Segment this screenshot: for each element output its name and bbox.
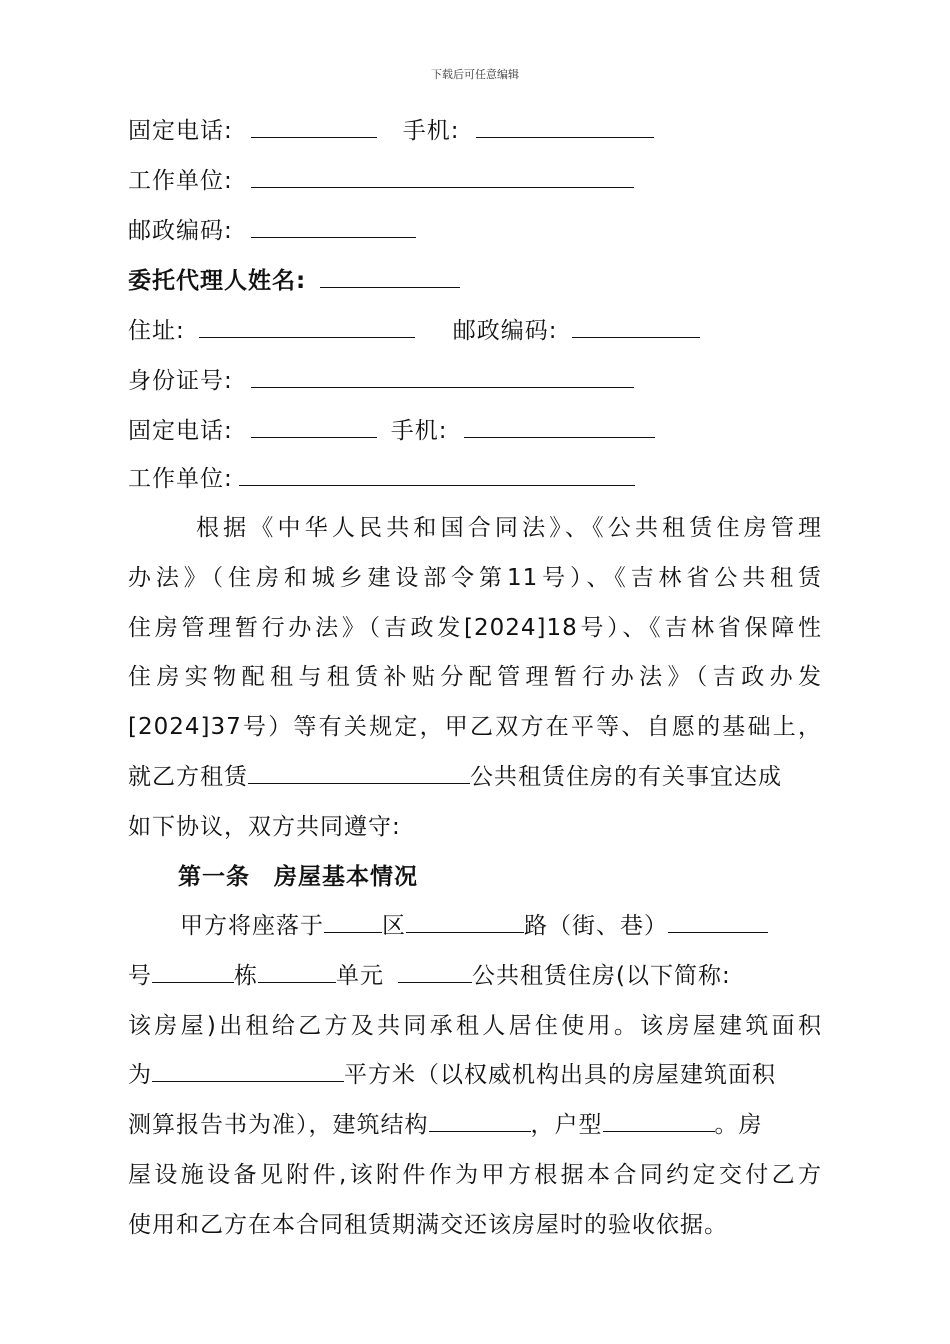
preamble-line: 住房管理暂行办法》（吉政发[2024]18号）、《吉林省保障性 — [128, 614, 822, 641]
work-unit-field[interactable] — [251, 165, 634, 188]
page-header: 下载后可任意编辑 — [431, 68, 519, 81]
road-field[interactable] — [406, 910, 524, 933]
postcode-row — [128, 215, 416, 246]
agent-mobile-label: 手机: — [390, 418, 448, 444]
unit-field[interactable] — [398, 960, 472, 983]
agent-name-field[interactable] — [320, 265, 460, 288]
article1-text: 路（街、巷） — [524, 913, 668, 939]
preamble-line — [128, 753, 822, 803]
article1-text: 栋 — [234, 962, 258, 989]
agent-work-unit-row — [128, 463, 635, 494]
article1-line — [128, 1051, 822, 1101]
article1-text: 测算报告书为准），建筑结构 — [128, 1112, 429, 1139]
article1-text: 平方米（以权威机构出具的房屋建筑面积 — [344, 1062, 776, 1089]
article1-text: 区 — [382, 913, 406, 939]
article1-paragraph — [128, 902, 822, 1251]
mobile-field[interactable] — [476, 115, 654, 138]
postcode-label: 邮政编码: — [128, 218, 233, 244]
number-field[interactable] — [152, 960, 234, 983]
article1-title: 第一条 房屋基本情况 — [178, 864, 418, 890]
agent-name-row — [128, 265, 460, 296]
building-field[interactable] — [258, 960, 336, 983]
landline-label: 固定电话: — [128, 118, 233, 144]
agent-address-label: 住址: — [128, 318, 185, 344]
structure-field[interactable] — [429, 1109, 531, 1132]
preamble-line: 根据《中华人民共和国合同法》、《公共租赁住房管理 — [196, 515, 822, 541]
preamble-paragraph — [128, 504, 822, 853]
preamble-text: 公共租赁住房的有关事宜达成 — [470, 763, 782, 790]
agent-address-row — [128, 315, 700, 346]
preamble-line: [2024]37号）等有关规定，甲乙双方在平等、自愿的基础上， — [128, 714, 822, 741]
agent-id-label: 身份证号: — [128, 368, 233, 394]
agent-landline-label: 固定电话: — [128, 418, 233, 444]
agent-id-row — [128, 365, 634, 396]
mobile-label: 手机: — [402, 118, 460, 144]
article1-text: 号 — [128, 962, 152, 989]
agent-postcode-field[interactable] — [572, 315, 700, 338]
article1-line — [128, 902, 822, 952]
agent-work-unit-label: 工作单位: — [128, 466, 233, 492]
landline-field[interactable] — [251, 115, 377, 138]
preamble-line: 住房实物配租与租赁补贴分配管理暂行办法》（吉政办发 — [128, 664, 822, 691]
rental-property-field[interactable] — [248, 761, 470, 784]
district-field[interactable] — [324, 910, 382, 933]
article1-text: 公共租赁住房(以下简称: — [472, 962, 731, 989]
preamble-line: 办法》（住房和城乡建设部令第11号）、《吉林省公共租赁 — [128, 564, 822, 591]
agent-name-label: 委托代理人姓名: — [128, 268, 307, 294]
postcode-field[interactable] — [251, 215, 416, 238]
agent-landline-field[interactable] — [251, 415, 377, 438]
article1-line: 屋设施设备见附件,该附件作为甲方根据本合同约定交付乙方 — [128, 1161, 822, 1188]
article1-text: ，户型 — [530, 1112, 603, 1139]
work-unit-row — [128, 165, 634, 196]
agent-mobile-field[interactable] — [464, 415, 655, 438]
agent-postcode-label: 邮政编码: — [452, 318, 558, 344]
article1-line — [128, 952, 822, 1002]
preamble-text: 就乙方租赁 — [128, 763, 248, 790]
article1-line — [128, 1101, 822, 1151]
agent-address-field[interactable] — [199, 315, 415, 338]
landline-row — [128, 115, 654, 146]
agent-id-field[interactable] — [251, 365, 634, 388]
lane-field[interactable] — [668, 910, 768, 933]
preamble-line: 如下协议，双方共同遵守: — [128, 813, 401, 840]
agent-work-unit-field[interactable] — [239, 463, 635, 486]
work-unit-label: 工作单位: — [128, 168, 233, 194]
article1-text: 单元 — [336, 962, 384, 989]
article1-text: 。房 — [714, 1112, 763, 1139]
article1-text: 为 — [128, 1062, 152, 1089]
agent-landline-row — [128, 415, 655, 446]
article1-line: 该房屋)出租给乙方及共同承租人居住使用。该房屋建筑面积 — [128, 1012, 822, 1039]
layout-field[interactable] — [603, 1109, 715, 1132]
article1-text: 甲方将座落于 — [180, 913, 324, 939]
area-field[interactable] — [152, 1059, 344, 1082]
article1-line: 使用和乙方在本合同租赁期满交还该房屋时的验收依据。 — [128, 1211, 728, 1238]
